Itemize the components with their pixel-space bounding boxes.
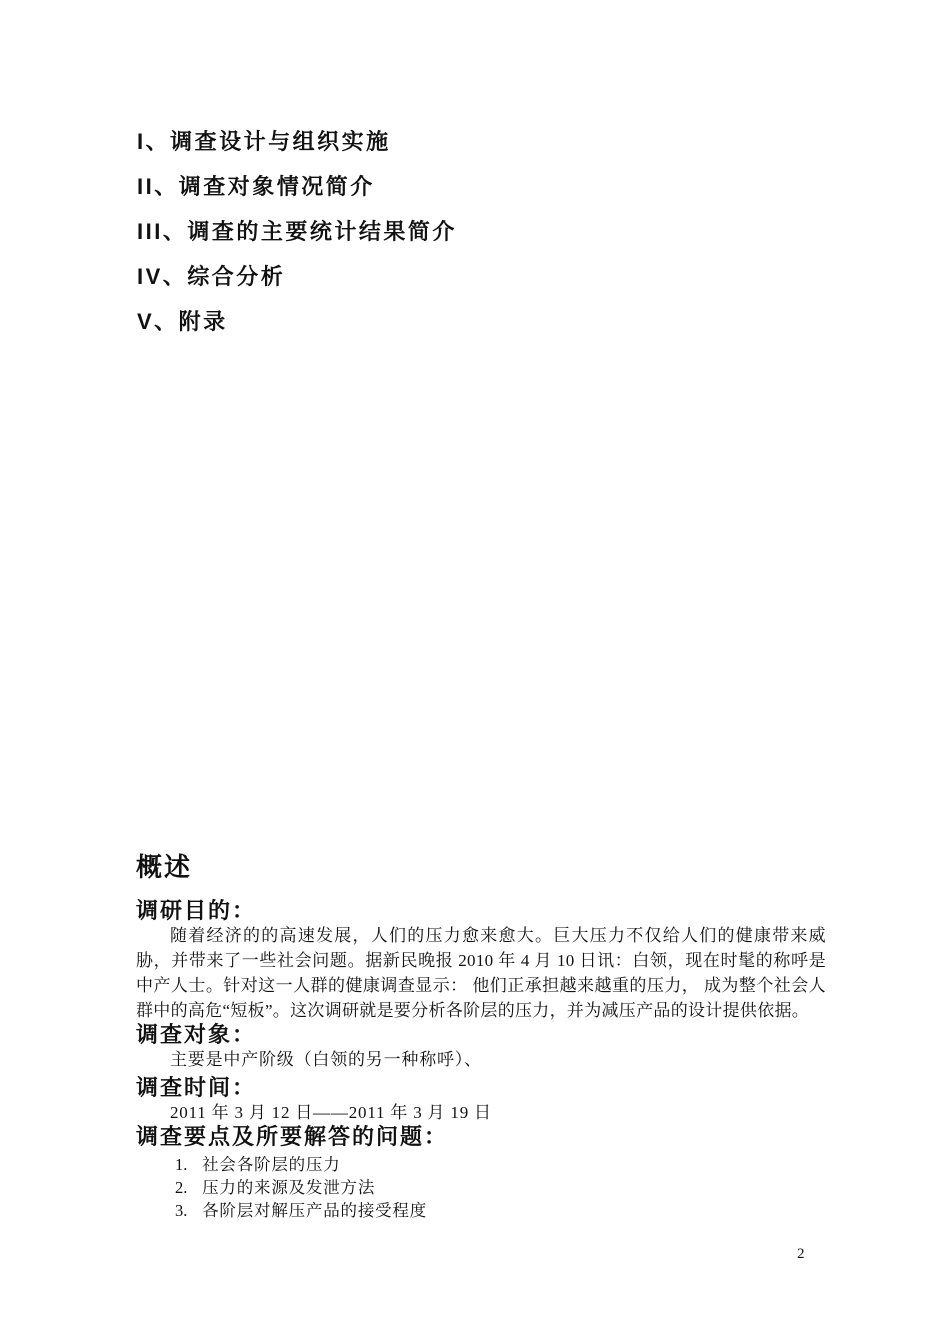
- time-text: 2011 年 3 月 12 日——2011 年 3 月 19 日: [170, 1103, 492, 1122]
- overview-section: [136, 853, 826, 1222]
- question-number: 3.: [175, 1201, 188, 1220]
- page-number: 2: [797, 1246, 805, 1262]
- toc-item-1: I、调查设计与组织实施: [137, 129, 391, 154]
- toc-item-2: II、调查对象情况简介: [137, 174, 375, 199]
- target-heading: 调查对象：: [136, 1022, 257, 1047]
- question-item-3: [175, 1199, 826, 1222]
- time-heading: 调查时间：: [136, 1075, 257, 1100]
- toc-item-4: IV、综合分析: [137, 264, 286, 289]
- target-text: 主要是中产阶级（白领的另一种称呼）、: [170, 1050, 482, 1069]
- table-of-contents: [137, 131, 457, 356]
- section-title: 概述: [136, 852, 193, 882]
- purpose-paragraph: 随着经济的的高速发展，人们的压力愈来愈大。巨大压力不仅给人们的健康带来威胁，并带来了一些社会问题。据新民晚报 2010 年 4 月 10 日讯：白领，现在时髦的称呼是中产人士。针对这一人群的健康调查显示： 他们正承担越来越重的压力， 成为整个社会人群中的高危“短板”。这次调研就是要分析各阶层的压力，并为减压产品的设计提供依据。: [136, 926, 826, 1020]
- question-text: 社会各阶层的压力: [202, 1155, 341, 1174]
- questions-heading: 调查要点及所要解答的问题：: [136, 1124, 449, 1149]
- question-number: 1.: [175, 1155, 188, 1174]
- questions-list: [136, 1149, 826, 1222]
- question-text: 各阶层对解压产品的接受程度: [202, 1201, 428, 1220]
- purpose-heading: 调研目的：: [136, 898, 257, 923]
- question-number: 2.: [175, 1178, 188, 1197]
- toc-item-5: V、附录: [137, 309, 228, 334]
- toc-item-3: III、调查的主要统计结果简介: [137, 219, 457, 244]
- question-text: 压力的来源及发泄方法: [202, 1178, 376, 1197]
- question-item-2: [175, 1176, 826, 1199]
- question-item-1: [175, 1153, 826, 1176]
